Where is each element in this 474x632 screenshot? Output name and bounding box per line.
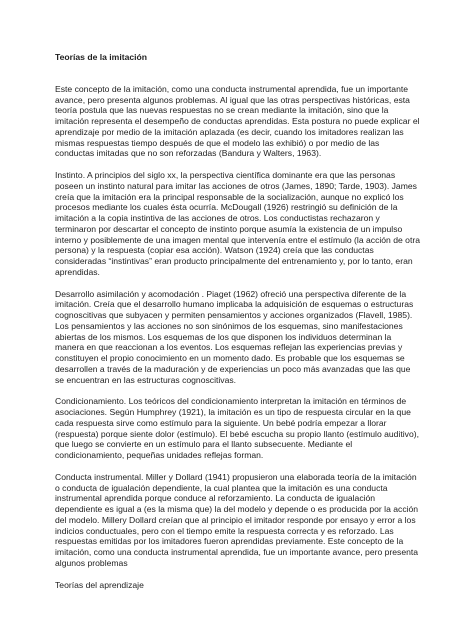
text-line: cada respuesta sirve como estímulo para la siguiente. Un bebé podría empezar a llorar [55, 417, 387, 428]
text-line: Instinto. A principios del siglo xx, la perspectiva científica dominante era que las personas [55, 170, 396, 180]
text-line: que luego se convierte en un estímulo para el llanto subsecuente. Mediante el [55, 439, 353, 450]
text-line: consideradas “instintivas” eran producto principalmente del entrenamiento y, por lo tanto, eran [55, 256, 413, 266]
paragraph-instinto [55, 170, 427, 278]
text-line: desarrollen a través de la maduración y de experiencias un poco más avanzadas que las que [55, 363, 411, 374]
text-line: instrumental aprendida porque conduce al reforzamiento. La conducta de igualación [55, 493, 376, 504]
text-line: o conducta de igualación dependiente, la cual plantea que la imitación es una conducta [55, 482, 388, 493]
text-line: interno y posiblemente de una imagen mental que intervenía entre el estímulo (la acción de otra [55, 234, 420, 245]
text-line: Los pensamientos y las acciones no son sinónimos de los esquemas, sino manifestaciones [55, 320, 403, 331]
paragraph-conducta-instrumental [55, 472, 427, 569]
text-line: se encuentran en las estructuras cognoscitivas. [55, 374, 237, 385]
text-line: avance, pero presenta algunos problemas. Al igual que las otras perspectivas históricas, esta [55, 94, 410, 105]
text-line: respuestas emitidas por los imitadores fueron aprendidas previamente. Este concepto de la [55, 536, 404, 547]
text-line: Condicionamiento. Los teóricos del condicionamiento interpretan la imitación en términos de [55, 396, 407, 407]
document-page [55, 52, 427, 590]
text-line: imitación. Creía que el desarrollo humano implicaba la adquisición de esquemas o estructuras [55, 299, 414, 310]
section-footer-heading: Teorías del aprendizaje [55, 579, 144, 590]
paragraph-desarrollo [55, 289, 427, 386]
text-line: imitación representa el desempeño de conductas aprendidas. Esta postura no puede explicar el [55, 116, 420, 126]
text-line: Conducta instrumental. Miller y Dollard (1941) propusieron una elaborada teoría de la imitación [55, 471, 417, 482]
text-line: persona) y la respuesta (copiar esa acción). Watson (1924) creía que las conductas [55, 245, 374, 256]
text-line: Desarrollo asimilación y acomodación . Piaget (1962) ofreció una perspectiva diferente de la [55, 288, 407, 299]
text-line: mismas respuestas tiempo después de que el modelo las exhibió) o por medio de las [55, 137, 380, 148]
text-line: manera en que reaccionan a los eventos. Los esquemas reflejan las experiencias previas y [55, 342, 403, 353]
text-line: asociaciones. Según Humphrey (1921), la imitación es un tipo de respuesta circular en la que [55, 407, 411, 417]
text-line: algunos problemas [55, 557, 128, 568]
text-line: poseen un instinto natural para imitar las acciones de otros (James, 1890; Tarde, 1903). James [55, 180, 417, 191]
text-line: teoría postula que las nuevas respuestas no se crean mediante la imitación, sino que la [55, 105, 389, 116]
text-line: imitación, como una conducta instrumental aprendida, fue un importante avance, pero presenta [55, 547, 419, 557]
text-line: terminaron por descartar el concepto de instinto porque asumía la existencia de un impulso [55, 223, 403, 234]
text-line: abiertas de los mismos. Los esquemas de los que disponen los individuos determinan la [55, 331, 392, 342]
text-line: imitación a la copia instintiva de las acciones de otros. Los conductistas rechazaron y [55, 213, 380, 223]
text-line: Este concepto de la imitación, como una conducta instrumental aprendida, fue un importante [55, 83, 409, 94]
text-line: indicios conductuales, pero con el tiempo emite la respuesta correcta y es reforzado. Las [55, 525, 394, 536]
text-line: creía que la imitación era la principal responsable de la socialización, aunque no explicó los [55, 191, 404, 202]
text-line: condicionamiento, pequeñas unidades reflejas forman. [55, 450, 264, 460]
paragraph-condicionamiento [55, 396, 427, 461]
text-line: (respuesta) porque siente dolor (estímulo). El bebé escucha su propio llanto (estímulo auditivo), [55, 428, 419, 439]
text-line: conductas imitadas que no son reforzadas (Bandura y Walters, 1963). [55, 148, 322, 159]
text-line: cognoscitivas que subyacen y permiten pensamientos y acciones organizados (Flavell, 1985). [55, 310, 413, 320]
text-line: constituyen el propio conocimiento en un momento dado. Es probable que los esquemas se [55, 353, 405, 363]
paragraph-imitation-concept [55, 84, 427, 159]
document-title: Teorías de la imitación [55, 52, 148, 62]
text-line: aprendidas. [55, 266, 100, 277]
text-line: procesos mediante los cuales ésta ocurría. McDougall (1926) restringió su definición de la [55, 202, 398, 213]
text-line: aprendizaje por medio de la imitación aplazada (es decir, cuando los imitadores realizan las [55, 126, 404, 137]
text-line: dependiente es igual a (es la misma que) la del modelo y depende o es producida por la acción [55, 504, 419, 514]
text-line: del modelo. Millery Dollard creían que al principio el imitador responde por ensayo y error a los [55, 514, 416, 525]
